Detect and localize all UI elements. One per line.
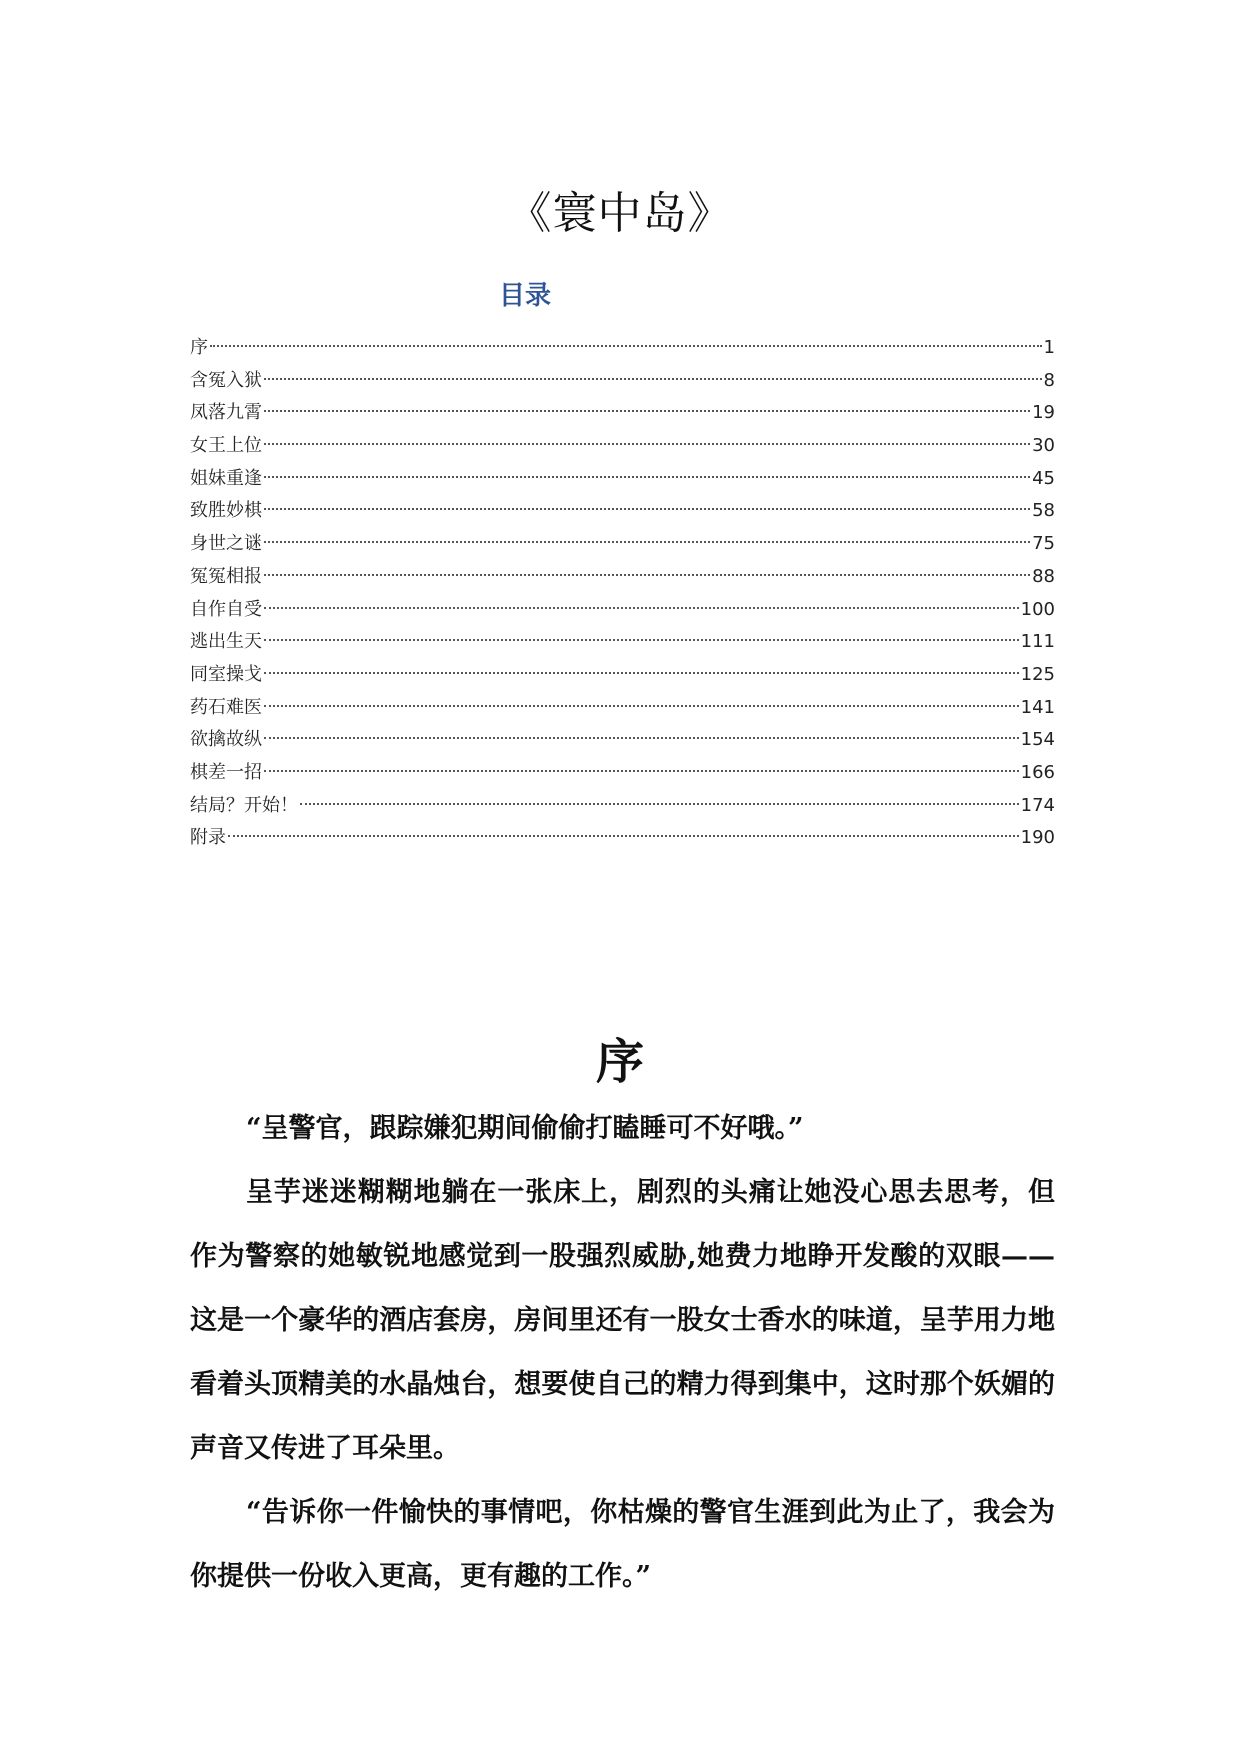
toc-entry[interactable] bbox=[190, 397, 1055, 430]
toc-entry[interactable] bbox=[190, 332, 1055, 365]
toc-entry-label: 序 bbox=[190, 337, 208, 358]
toc-entry[interactable] bbox=[190, 365, 1055, 398]
toc-entry-label: 自作自受 bbox=[190, 598, 262, 620]
body-paragraph: 呈芋迷迷糊糊地躺在一张床上，剧烈的头痛让她没心思去思考，但作为警察的她敏锐地感觉到一股强烈威胁,她费力地睁开发酸的双眼——这是一个豪华的酒店套房，房间里还有一股女士香水的味道，呈芋用力地看着头顶精美的水晶烛台，想要使自己的精力得到集中，这时那个妖媚的声音又传进了耳朵里。 bbox=[190, 1177, 1055, 1464]
toc-entry-label: 女王上位 bbox=[190, 435, 262, 457]
toc-dot-leader bbox=[264, 607, 1019, 609]
toc-entry[interactable] bbox=[190, 822, 1055, 855]
body-paragraph: “呈警官，跟踪嫌犯期间偷偷打瞌睡可不好哦。” bbox=[246, 1113, 804, 1144]
toc-entry-page: 154 bbox=[1020, 729, 1055, 751]
toc-entry-page: 19 bbox=[1032, 402, 1055, 424]
toc-entry[interactable] bbox=[190, 790, 1055, 823]
toc-entry[interactable] bbox=[190, 430, 1055, 463]
toc-dot-leader bbox=[264, 737, 1019, 739]
toc-entry-label: 冤冤相报 bbox=[190, 565, 262, 587]
toc-entry-page: 75 bbox=[1032, 533, 1055, 555]
toc-dot-leader bbox=[264, 378, 1042, 380]
toc-entry-label: 欲擒故纵 bbox=[190, 729, 262, 751]
toc-dot-leader bbox=[264, 410, 1030, 412]
toc-heading: 目录 bbox=[498, 281, 551, 311]
toc-entry-label: 逃出生天 bbox=[190, 631, 262, 653]
toc-dot-leader bbox=[300, 803, 1019, 805]
toc-entry[interactable] bbox=[190, 659, 1055, 692]
toc-entry-page: 125 bbox=[1020, 663, 1055, 685]
toc-dot-leader bbox=[264, 574, 1030, 576]
toc-entry-page: 190 bbox=[1020, 827, 1055, 849]
toc-entry-label: 附录 bbox=[190, 827, 226, 849]
toc-entry-label: 结局？开始！ bbox=[190, 794, 298, 816]
toc-dot-leader bbox=[264, 639, 1019, 641]
toc-entry-page: 166 bbox=[1020, 761, 1055, 783]
toc-entry-label: 身世之谜 bbox=[190, 533, 262, 555]
toc-entry-page: 1 bbox=[1043, 337, 1055, 358]
toc-entry[interactable] bbox=[190, 626, 1055, 659]
toc-entry[interactable] bbox=[190, 757, 1055, 790]
toc-entry-label: 药石难医 bbox=[190, 696, 262, 718]
toc-entry[interactable] bbox=[190, 724, 1055, 757]
toc-dot-leader bbox=[264, 770, 1019, 772]
toc-entry-page: 100 bbox=[1020, 598, 1055, 620]
toc-entry-page: 58 bbox=[1032, 500, 1055, 522]
toc-entry-label: 姐妹重逢 bbox=[190, 467, 262, 489]
toc-entry-page: 174 bbox=[1020, 794, 1055, 816]
toc-entry-label: 棋差一招 bbox=[190, 761, 262, 783]
section-title: 序 bbox=[595, 1033, 644, 1090]
toc-dot-leader bbox=[264, 508, 1030, 510]
toc-entry[interactable] bbox=[190, 561, 1055, 594]
toc-entry-label: 致胜妙棋 bbox=[190, 500, 262, 522]
toc-entry-page: 88 bbox=[1032, 565, 1055, 587]
toc-entry[interactable] bbox=[190, 495, 1055, 528]
book-title: 《寰中岛》 bbox=[507, 188, 733, 240]
toc-dot-leader bbox=[264, 443, 1030, 445]
toc-entry-page: 30 bbox=[1032, 435, 1055, 457]
toc-dot-leader bbox=[264, 672, 1019, 674]
toc-dot-leader bbox=[264, 705, 1019, 707]
toc-dot-leader bbox=[264, 476, 1030, 478]
toc-dot-leader bbox=[264, 541, 1030, 543]
toc-entry-label: 含冤入狱 bbox=[190, 369, 262, 391]
toc-entry-label: 凤落九霄 bbox=[190, 402, 262, 424]
toc-entry-page: 8 bbox=[1043, 369, 1055, 391]
toc-entry-page: 111 bbox=[1020, 631, 1055, 653]
toc-entry[interactable] bbox=[190, 692, 1055, 725]
table-of-contents bbox=[190, 332, 1055, 855]
toc-dot-leader bbox=[210, 345, 1042, 347]
toc-entry[interactable] bbox=[190, 594, 1055, 627]
toc-entry-page: 141 bbox=[1020, 696, 1055, 718]
body-paragraph: “告诉你一件愉快的事情吧，你枯燥的警官生涯到此为止了，我会为你提供一份收入更高，更有趣的工作。” bbox=[190, 1497, 1055, 1592]
toc-entry[interactable] bbox=[190, 528, 1055, 561]
toc-dot-leader bbox=[228, 835, 1019, 837]
toc-entry-page: 45 bbox=[1032, 467, 1055, 489]
toc-entry-label: 同室操戈 bbox=[190, 663, 262, 685]
toc-entry[interactable] bbox=[190, 463, 1055, 496]
